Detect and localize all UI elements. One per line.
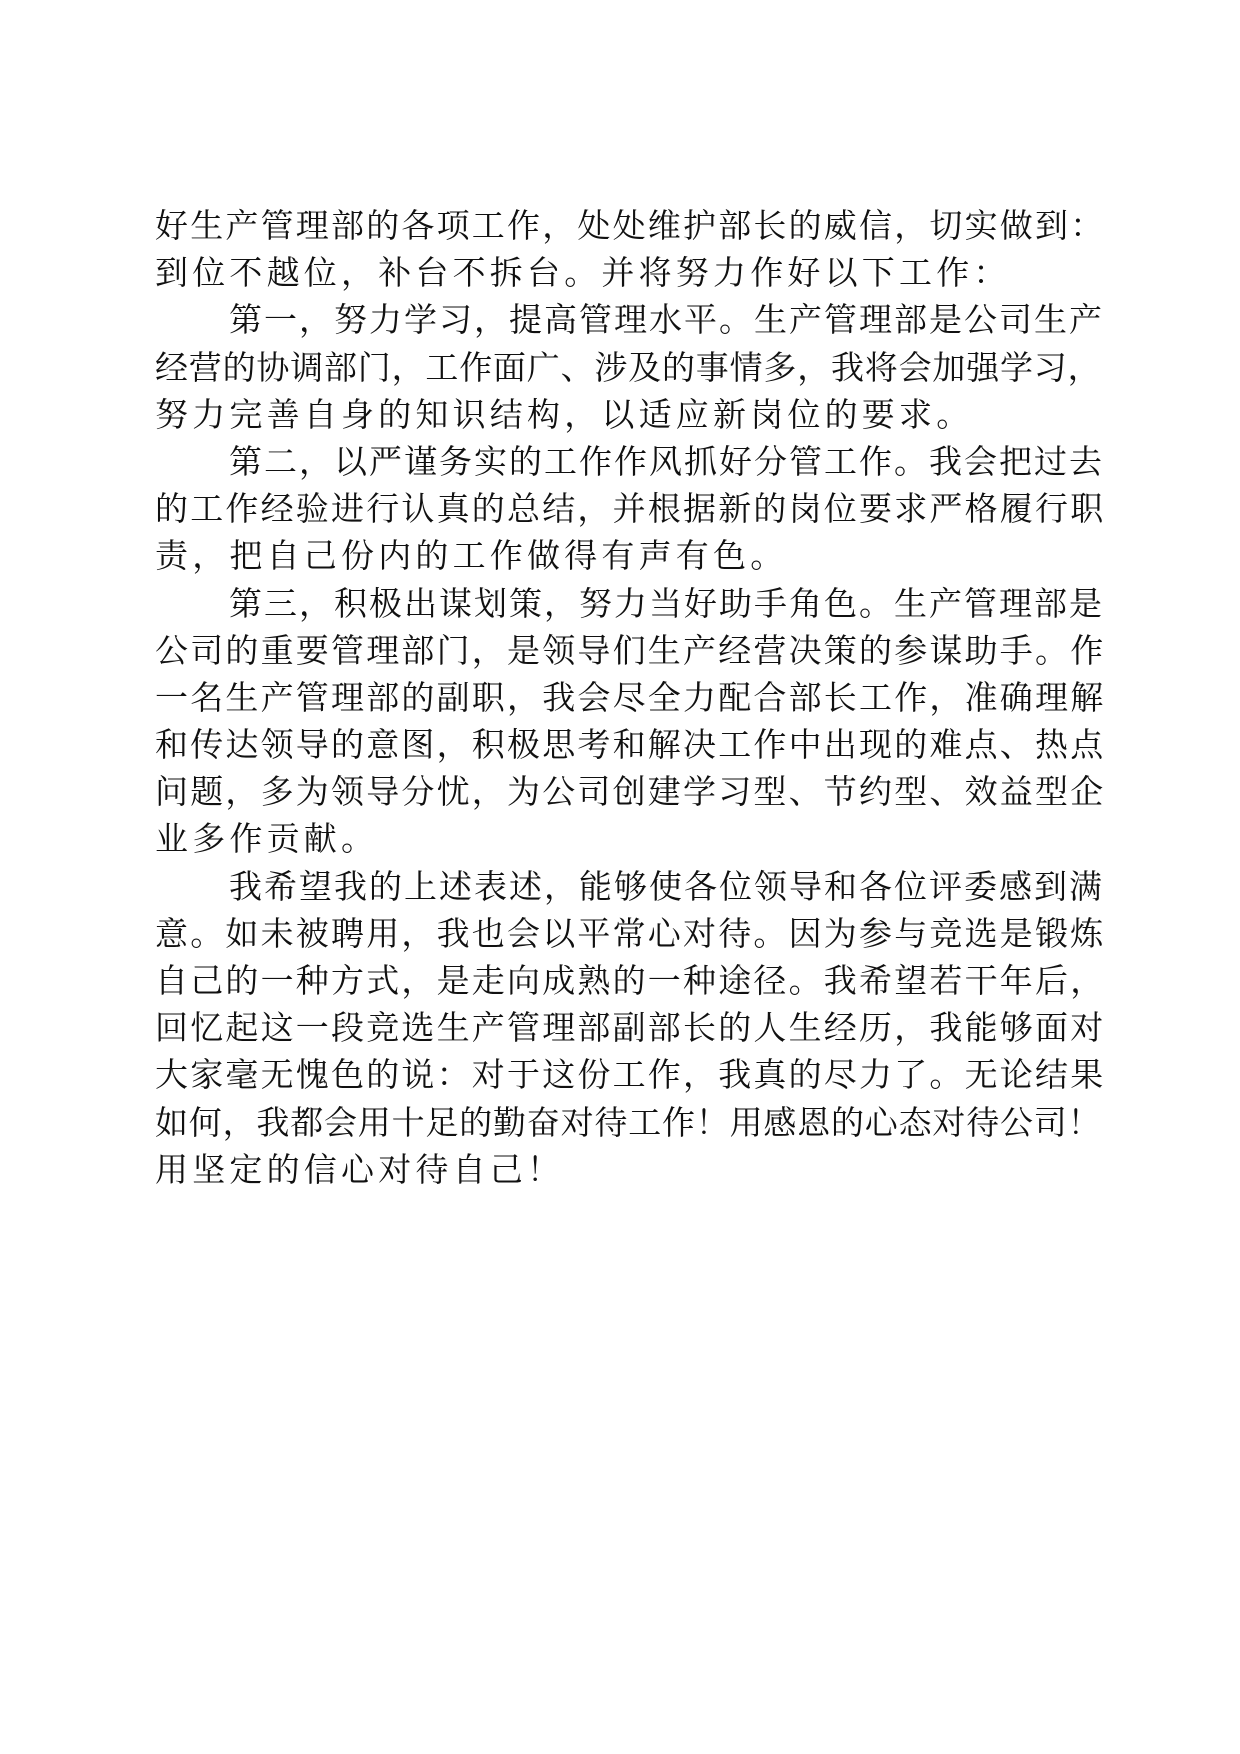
text-line: 回忆起这一段竞选生产管理部副部长的人生经历，我能够面对	[155, 1008, 1106, 1048]
paragraph-first-line: 第三，积极出谋划策，努力当好助手角色。生产管理部是	[229, 583, 1104, 623]
paragraph-first-line: 我希望我的上述表述，能够使各位领导和各位评委感到满	[229, 866, 1104, 906]
text-line: 努力完善自身的知识结构，以适应新岗位的要求。	[155, 394, 974, 434]
text-line: 业多作贡献。	[155, 819, 379, 859]
text-line: 意。如未被聘用，我也会以平常心对待。因为参与竞选是锻炼	[155, 913, 1106, 953]
text-line: 和传达领导的意图，积极思考和解决工作中出现的难点、热点	[155, 725, 1106, 765]
text-line: 好生产管理部的各项工作，处处维护部长的威信，切实做到：	[155, 206, 1106, 245]
text-line: 经营的协调部门，工作面广、涉及的事情多，我将会加强学习，	[155, 347, 1102, 387]
text-line: 自己的一种方式，是走向成熟的一种途径。我希望若干年后，	[155, 961, 1106, 1000]
paragraph-first-line: 第二，以严谨务实的工作作风抓好分管工作。我会把过去	[229, 441, 1104, 481]
text-line: 用坚定的信心对待自己！	[155, 1149, 565, 1189]
text-line: 公司的重要管理部门，是领导们生产经营决策的参谋助手。作	[155, 630, 1106, 670]
paragraph-first-line: 第一，努力学习，提高管理水平。生产管理部是公司生产	[229, 300, 1104, 340]
text-line: 到位不越位，补台不拆台。并将努力作好以下工作：	[155, 253, 1011, 293]
text-line: 大家毫无愧色的说：对于这份工作，我真的尽力了。无论结果	[155, 1055, 1106, 1095]
text-line: 一名生产管理部的副职，我会尽全力配合部长工作，准确理解	[155, 677, 1106, 717]
document-body	[155, 202, 1105, 1193]
text-line: 问题，多为领导分忧，为公司创建学习型、节约型、效益型企	[155, 772, 1106, 812]
text-line: 如何，我都会用十足的勤奋对待工作！用感恩的心态对待公司！	[155, 1102, 1102, 1142]
text-line: 的工作经验进行认真的总结，并根据新的岗位要求严格履行职	[155, 489, 1106, 529]
text-line: 责，把自己份内的工作做得有声有色。	[155, 536, 788, 576]
